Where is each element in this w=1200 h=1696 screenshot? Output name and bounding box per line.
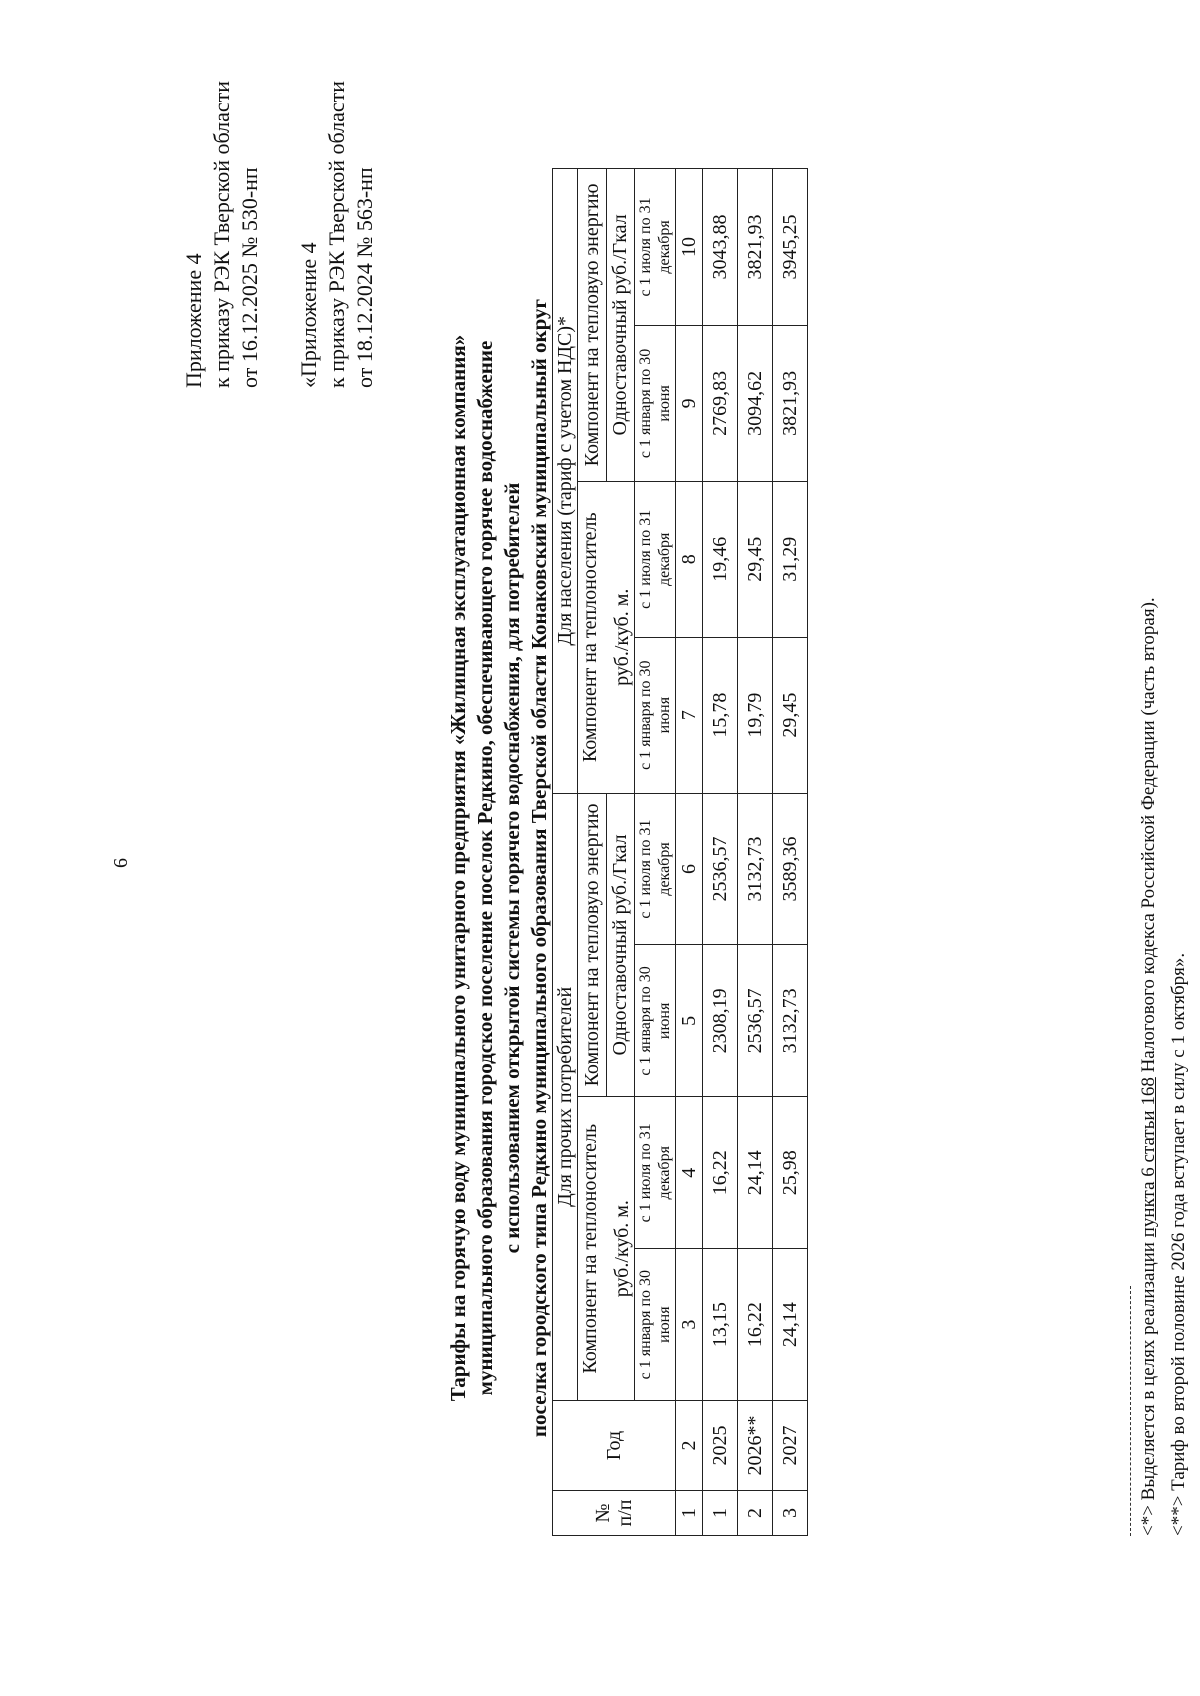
table-cell: 2027	[773, 1401, 808, 1491]
column-index: 2	[676, 1401, 703, 1491]
column-index: 4	[676, 1097, 703, 1249]
appendix-header-previous	[295, 58, 379, 388]
appendix-header-line: к приказу РЭК Тверской области	[324, 80, 349, 388]
title-line: поселка городского типа Редкино муниципального образования Тверской области Конаковский муниципальный округ	[527, 298, 551, 1438]
table-cell: 2769,83	[703, 325, 738, 481]
header-period-2: с 1 июля по 31 декабря	[635, 1097, 676, 1249]
footnote-text: <*> Выделяется в целях реализации	[1138, 1237, 1159, 1536]
header-period-2: с 1 июля по 31 декабря	[635, 481, 676, 637]
footnote-vat	[1138, 336, 1160, 1536]
header-single-rate: Одноставочный руб./Гкал	[606, 169, 635, 482]
table-cell: 19,46	[703, 481, 738, 637]
table-cell: 3821,93	[773, 325, 808, 481]
header-heat-carrier-unit: руб./куб. м.	[611, 1200, 633, 1298]
table-cell: 25,98	[773, 1097, 808, 1249]
header-single-rate: Одноставочный руб./Гкал	[606, 793, 635, 1097]
column-index-row	[676, 169, 703, 1536]
table-header-row	[578, 169, 607, 1536]
column-index: 3	[676, 1249, 703, 1401]
header-no: № п/п	[553, 1491, 676, 1536]
table-cell: 16,22	[738, 1249, 773, 1401]
footnote-text: Налогового кодекса Российской Федерации (часть вторая).	[1138, 597, 1159, 1078]
column-index: 5	[676, 945, 703, 1097]
table-cell: 3132,73	[773, 945, 808, 1097]
appendix-header-line: «Приложение 4	[296, 242, 321, 388]
title-line: с использованием открытой системы горячего водоснабжения, для потребителей	[500, 482, 524, 1254]
column-index: 9	[676, 325, 703, 481]
table-cell: 3945,25	[773, 169, 808, 326]
header-group-other: Для прочих потребителей	[553, 793, 578, 1401]
header-heat-energy: Компонент на тепловую энергию	[578, 169, 607, 482]
table-cell: 3043,88	[703, 169, 738, 326]
table-header-row	[635, 169, 676, 1536]
header-year: Год	[553, 1401, 676, 1491]
table-cell: 2536,57	[703, 793, 738, 945]
table-row	[738, 169, 773, 1536]
appendix-header-line: от 18.12.2024 № 563-нп	[352, 167, 377, 388]
column-index: 1	[676, 1491, 703, 1536]
table-cell: 3821,93	[738, 169, 773, 326]
header-period-1: с 1 января по 30 июня	[635, 945, 676, 1097]
table-cell: 3094,62	[738, 325, 773, 481]
header-heat-energy: Компонент на тепловую энергию	[578, 793, 607, 1097]
appendix-header-line: к приказу РЭК Тверской области	[209, 80, 234, 388]
appendix-header-line: от 16.12.2025 № 530-нп	[237, 167, 262, 388]
table-cell: 2025	[703, 1401, 738, 1491]
column-index: 10	[676, 169, 703, 326]
table-cell: 2308,19	[703, 945, 738, 1097]
header-heat-carrier-label: Компонент на теплоноситель	[579, 512, 601, 763]
table-cell: 24,14	[773, 1249, 808, 1401]
rotated-document-page	[40, 48, 1189, 1648]
page-number: 6	[110, 858, 132, 868]
table-cell: 29,45	[773, 637, 808, 793]
header-heat-carrier	[578, 1097, 635, 1401]
header-group-population: Для населения (тариф с учетом НДС)*	[553, 169, 578, 794]
table-cell: 3132,73	[738, 793, 773, 945]
appendix-header-line: Приложение 4	[181, 253, 206, 388]
header-period-2: с 1 июля по 31 декабря	[635, 169, 676, 326]
table-cell: 29,45	[738, 481, 773, 637]
table-cell: 13,15	[703, 1249, 738, 1401]
title-line: Тарифы на горячую воду муниципального унитарного предприятия «Жилищная эксплуатационная компания»	[446, 334, 470, 1402]
tax-code-link[interactable]: пункта 6 статьи 168	[1138, 1077, 1159, 1238]
column-index: 6	[676, 793, 703, 945]
appendix-header-current	[180, 58, 264, 388]
table-cell: 31,29	[773, 481, 808, 637]
table-cell: 3589,36	[773, 793, 808, 945]
table-cell: 16,22	[703, 1097, 738, 1249]
title-line: муниципального образования городское поселение поселок Редкино, обеспечивающего горячее водоснабжение	[473, 340, 497, 1396]
table-cell: 2	[738, 1491, 773, 1536]
header-heat-carrier	[578, 481, 635, 793]
header-heat-carrier-label: Компонент на теплоноситель	[579, 1123, 601, 1374]
table-cell: 1	[703, 1491, 738, 1536]
header-period-2: с 1 июля по 31 декабря	[635, 793, 676, 945]
table-row	[773, 169, 808, 1536]
header-period-1: с 1 января по 30 июня	[635, 637, 676, 793]
footnote-2026: <**> Тариф во второй половине 2026 года вступает в силу с 1 октября».	[1168, 952, 1189, 1536]
table-cell: 2536,57	[738, 945, 773, 1097]
column-index: 7	[676, 637, 703, 793]
column-index: 8	[676, 481, 703, 637]
footnote-divider	[1130, 1286, 1131, 1536]
document-title	[445, 148, 553, 1588]
header-period-1: с 1 января по 30 июня	[635, 1249, 676, 1401]
table-cell: 24,14	[738, 1097, 773, 1249]
header-heat-carrier-unit: руб./куб. м.	[611, 588, 633, 686]
table-cell: 15,78	[703, 637, 738, 793]
table-cell: 2026**	[738, 1401, 773, 1491]
table-header-row	[553, 169, 578, 1536]
table-cell: 19,79	[738, 637, 773, 793]
tariff-table	[552, 168, 808, 1536]
table-row	[703, 169, 738, 1536]
header-period-1: с 1 января по 30 июня	[635, 325, 676, 481]
table-cell: 3	[773, 1491, 808, 1536]
